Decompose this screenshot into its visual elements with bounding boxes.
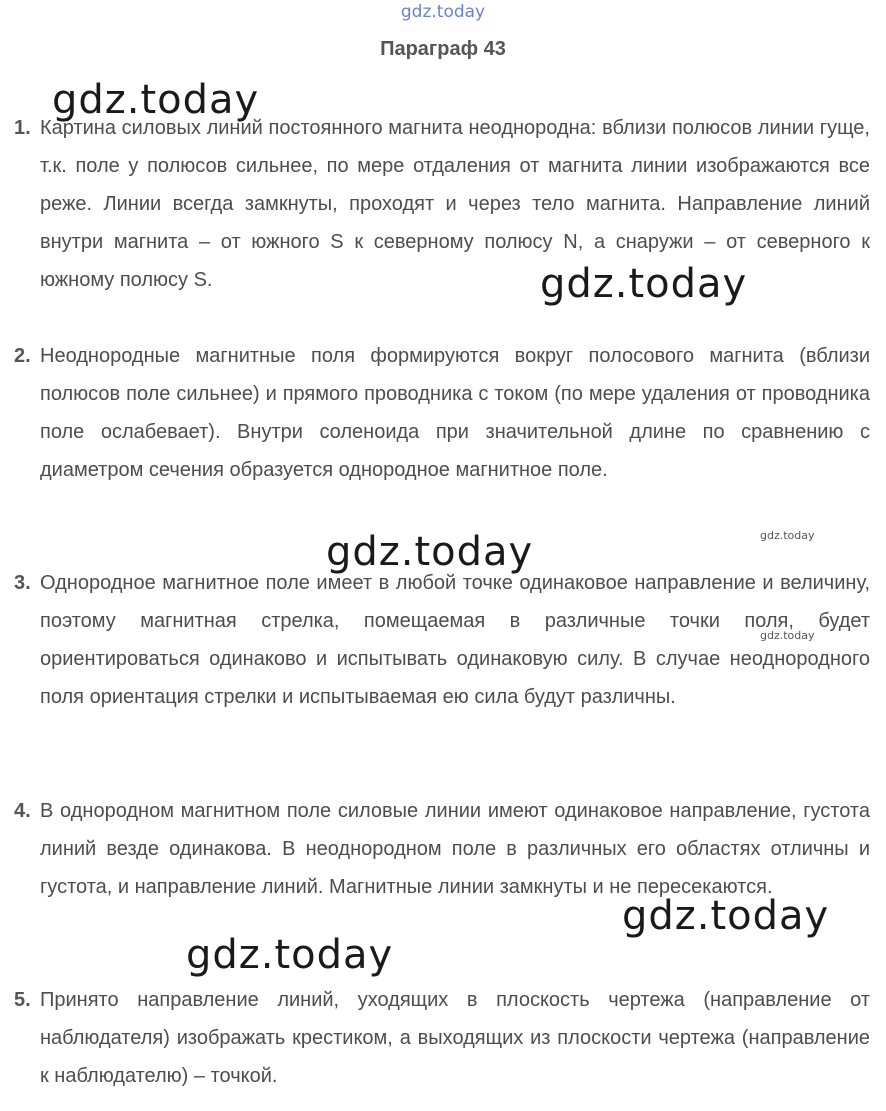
list-item — [14, 792, 870, 906]
item-number: 5. — [14, 989, 31, 1011]
item-number: 3. — [14, 572, 31, 594]
list-item — [14, 564, 870, 716]
item-number: 4. — [14, 800, 31, 822]
watermark: gdz.today — [52, 77, 260, 123]
watermark: gdz.today — [540, 261, 748, 307]
item-text: Принято направление линий, уходящих в плоскость чертежа (направление от наблюдателя) изображать крестиком, а выходящих из плоскости чертежа (направление к наблюдателю) – точкой. — [40, 989, 870, 1087]
watermark: gdz.today — [186, 932, 394, 978]
item-number: 2. — [14, 345, 31, 367]
watermark: gdz.today — [760, 629, 815, 642]
item-text: Картина силовых линий постоянного магнита неоднородна: вблизи полюсов линии гуще, т.к. поле у полюсов сильнее, по мере отдаления от магнита линии изображаются все реже. Линии всегда замкнуты, проходят и через тело магнита. Направление линий внутри магнита – от южного S к северному полюсу N, а снаружи – от северного к южному полюсу S. — [40, 117, 870, 291]
watermark: gdz.today — [622, 893, 830, 939]
list-item — [14, 981, 870, 1095]
watermark: gdz.today — [760, 529, 815, 542]
watermark: gdz.today — [326, 529, 534, 575]
list-item — [14, 337, 870, 489]
item-text: Неоднородные магнитные поля формируются вокруг полосового магнита (вблизи полюсов поле сильнее) и прямого проводника с током (по мере удаления от проводника поле ослабевает). Внутри соленоида при значительной длине по сравнению с диаметром сечения образуется однородное магнитное поле. — [40, 345, 870, 481]
site-watermark-header: gdz.today — [400, 2, 486, 22]
item-text: Однородное магнитное поле имеет в любой точке одинаковое направление и величину, поэтому магнитная стрелка, помещаемая в различные точки поля, будет ориентироваться одинаково и испытывать одинаковую силу. В случае неоднородного поля ориентация стрелки и испытываемая ею сила будут различны. — [40, 572, 870, 708]
item-number: 1. — [14, 117, 31, 139]
page-title: Параграф 43 — [380, 38, 506, 60]
item-text: В однородном магнитном поле силовые линии имеют одинаковое направление, густота линий везде одинакова. В неоднородном поле в различных его областях отличны и густота, и направление линий. Магнитные линии замкнуты и не пересекаются. — [40, 800, 870, 898]
